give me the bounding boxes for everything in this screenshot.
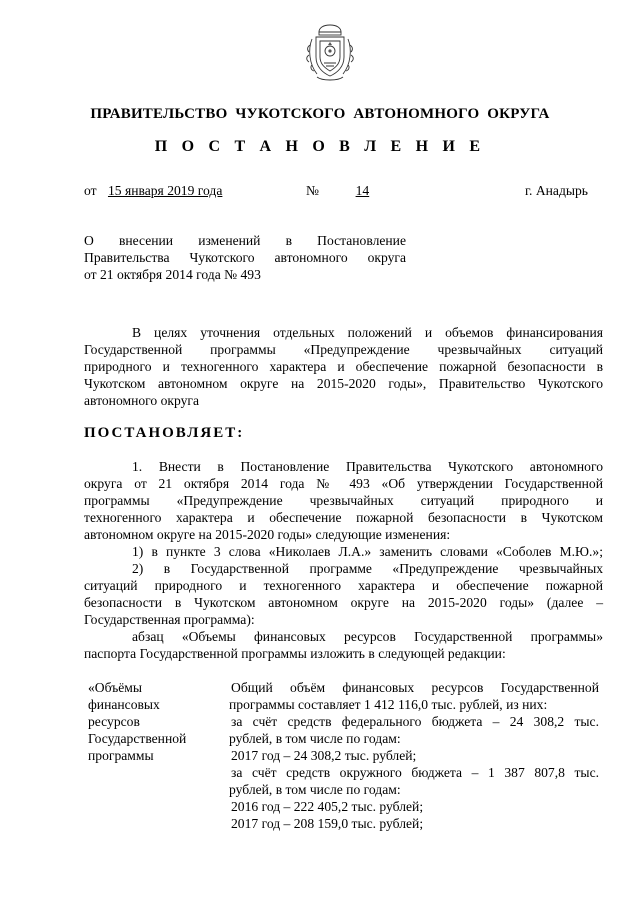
table-cell: 2016 год – 222 405,2 тыс. рублей; [231,799,424,814]
preamble-line: природного и техногенного характера и обеспечение пожарной безопасности в [84,359,603,374]
table-cell: ресурсов [88,714,140,729]
preamble [84,324,603,409]
document-number: 14 [355,183,370,198]
body-line: ситуаций природного и техногенного характера и обеспечение пожарной [84,578,603,593]
subject-line: О внесении изменений в Постановление [84,233,406,248]
table-cell: программы составляет 1 412 116,0 тыс. рублей, из них: [229,697,548,712]
subject-line: Правительства Чукотского автономного округа [84,250,406,265]
body-line: паспорта Государственной программы изложить в следующей редакции: [84,646,506,661]
table-cell: за счёт средств окружного бюджета – 1 387 807,8 тыс. [231,765,599,780]
table-left-column [88,679,218,764]
body-line: 1. Внести в Постановление Правительства Чукотского автономного [132,459,603,474]
subject [84,232,406,283]
table-cell: программы [88,748,154,763]
government-title: ПРАВИТЕЛЬСТВО ЧУКОТСКОГО АВТОНОМНОГО ОКРУГА [90,106,550,122]
body-line: округа от 21 октября 2014 года № 493 «Об утверждении Государственной [84,476,603,491]
number-label: № [306,183,319,198]
body-line: абзац «Объемы финансовых ресурсов Государственной программы» [132,629,603,644]
body-line: автономном округе на 2015-2020 годы» следующие изменения: [84,527,451,542]
body-line: техногенного характера и обеспечение пожарной безопасности в Чукотском [84,510,603,525]
from-label: от [84,183,97,198]
body-line: программы «Предупреждение чрезвычайных ситуаций природного и [84,493,603,508]
body [84,458,603,662]
table-cell: за счёт средств федерального бюджета – 24 308,2 тыс. [231,714,599,729]
table-cell: рублей, в том числе по годам: [229,782,401,797]
document-date: 15 января 2019 года [107,183,223,198]
document-type: П О С Т А Н О В Л Е Н И Е [154,138,486,155]
preamble-line: автономного округа [84,393,200,408]
body-line: Государственная программа): [84,612,255,627]
body-line: 1) в пункте 3 слова «Николаев Л.А.» заменить словами «Соболев М.Ю.»; [132,544,603,559]
decree-heading: ПОСТАНОВЛЯЕТ: [84,425,245,441]
subject-line: от 21 октября 2014 года № 493 [84,267,261,282]
preamble-line: Государственной программы «Предупреждение чрезвычайных ситуаций [84,342,603,357]
preamble-line: Чукотском автономном округе на 2015-2020 годы», Правительство Чукотского [84,376,603,391]
table-cell: рублей, в том числе по годам: [229,731,401,746]
table-cell: Государственной [88,731,187,746]
date-line [84,182,264,199]
table-cell: финансовых [88,697,160,712]
preamble-line: В целях уточнения отдельных положений и объемов финансирования [132,325,603,340]
coat-of-arms-icon [302,19,358,85]
table-cell: 2017 год – 24 308,2 тыс. рублей; [231,748,417,763]
city: г. Анадырь [525,183,589,198]
table-cell: Общий объём финансовых ресурсов Государственной [231,680,599,695]
table-cell: 2017 год – 208 159,0 тыс. рублей; [231,816,424,831]
body-line: безопасности в Чукотском автономном округе на 2015-2020 годы» (далее – [84,595,603,610]
table-right-column [229,679,599,832]
table-cell: «Объёмы [88,680,142,695]
number-line [306,182,396,199]
body-line: 2) в Государственной программе «Предупреждение чрезвычайных [132,561,603,576]
